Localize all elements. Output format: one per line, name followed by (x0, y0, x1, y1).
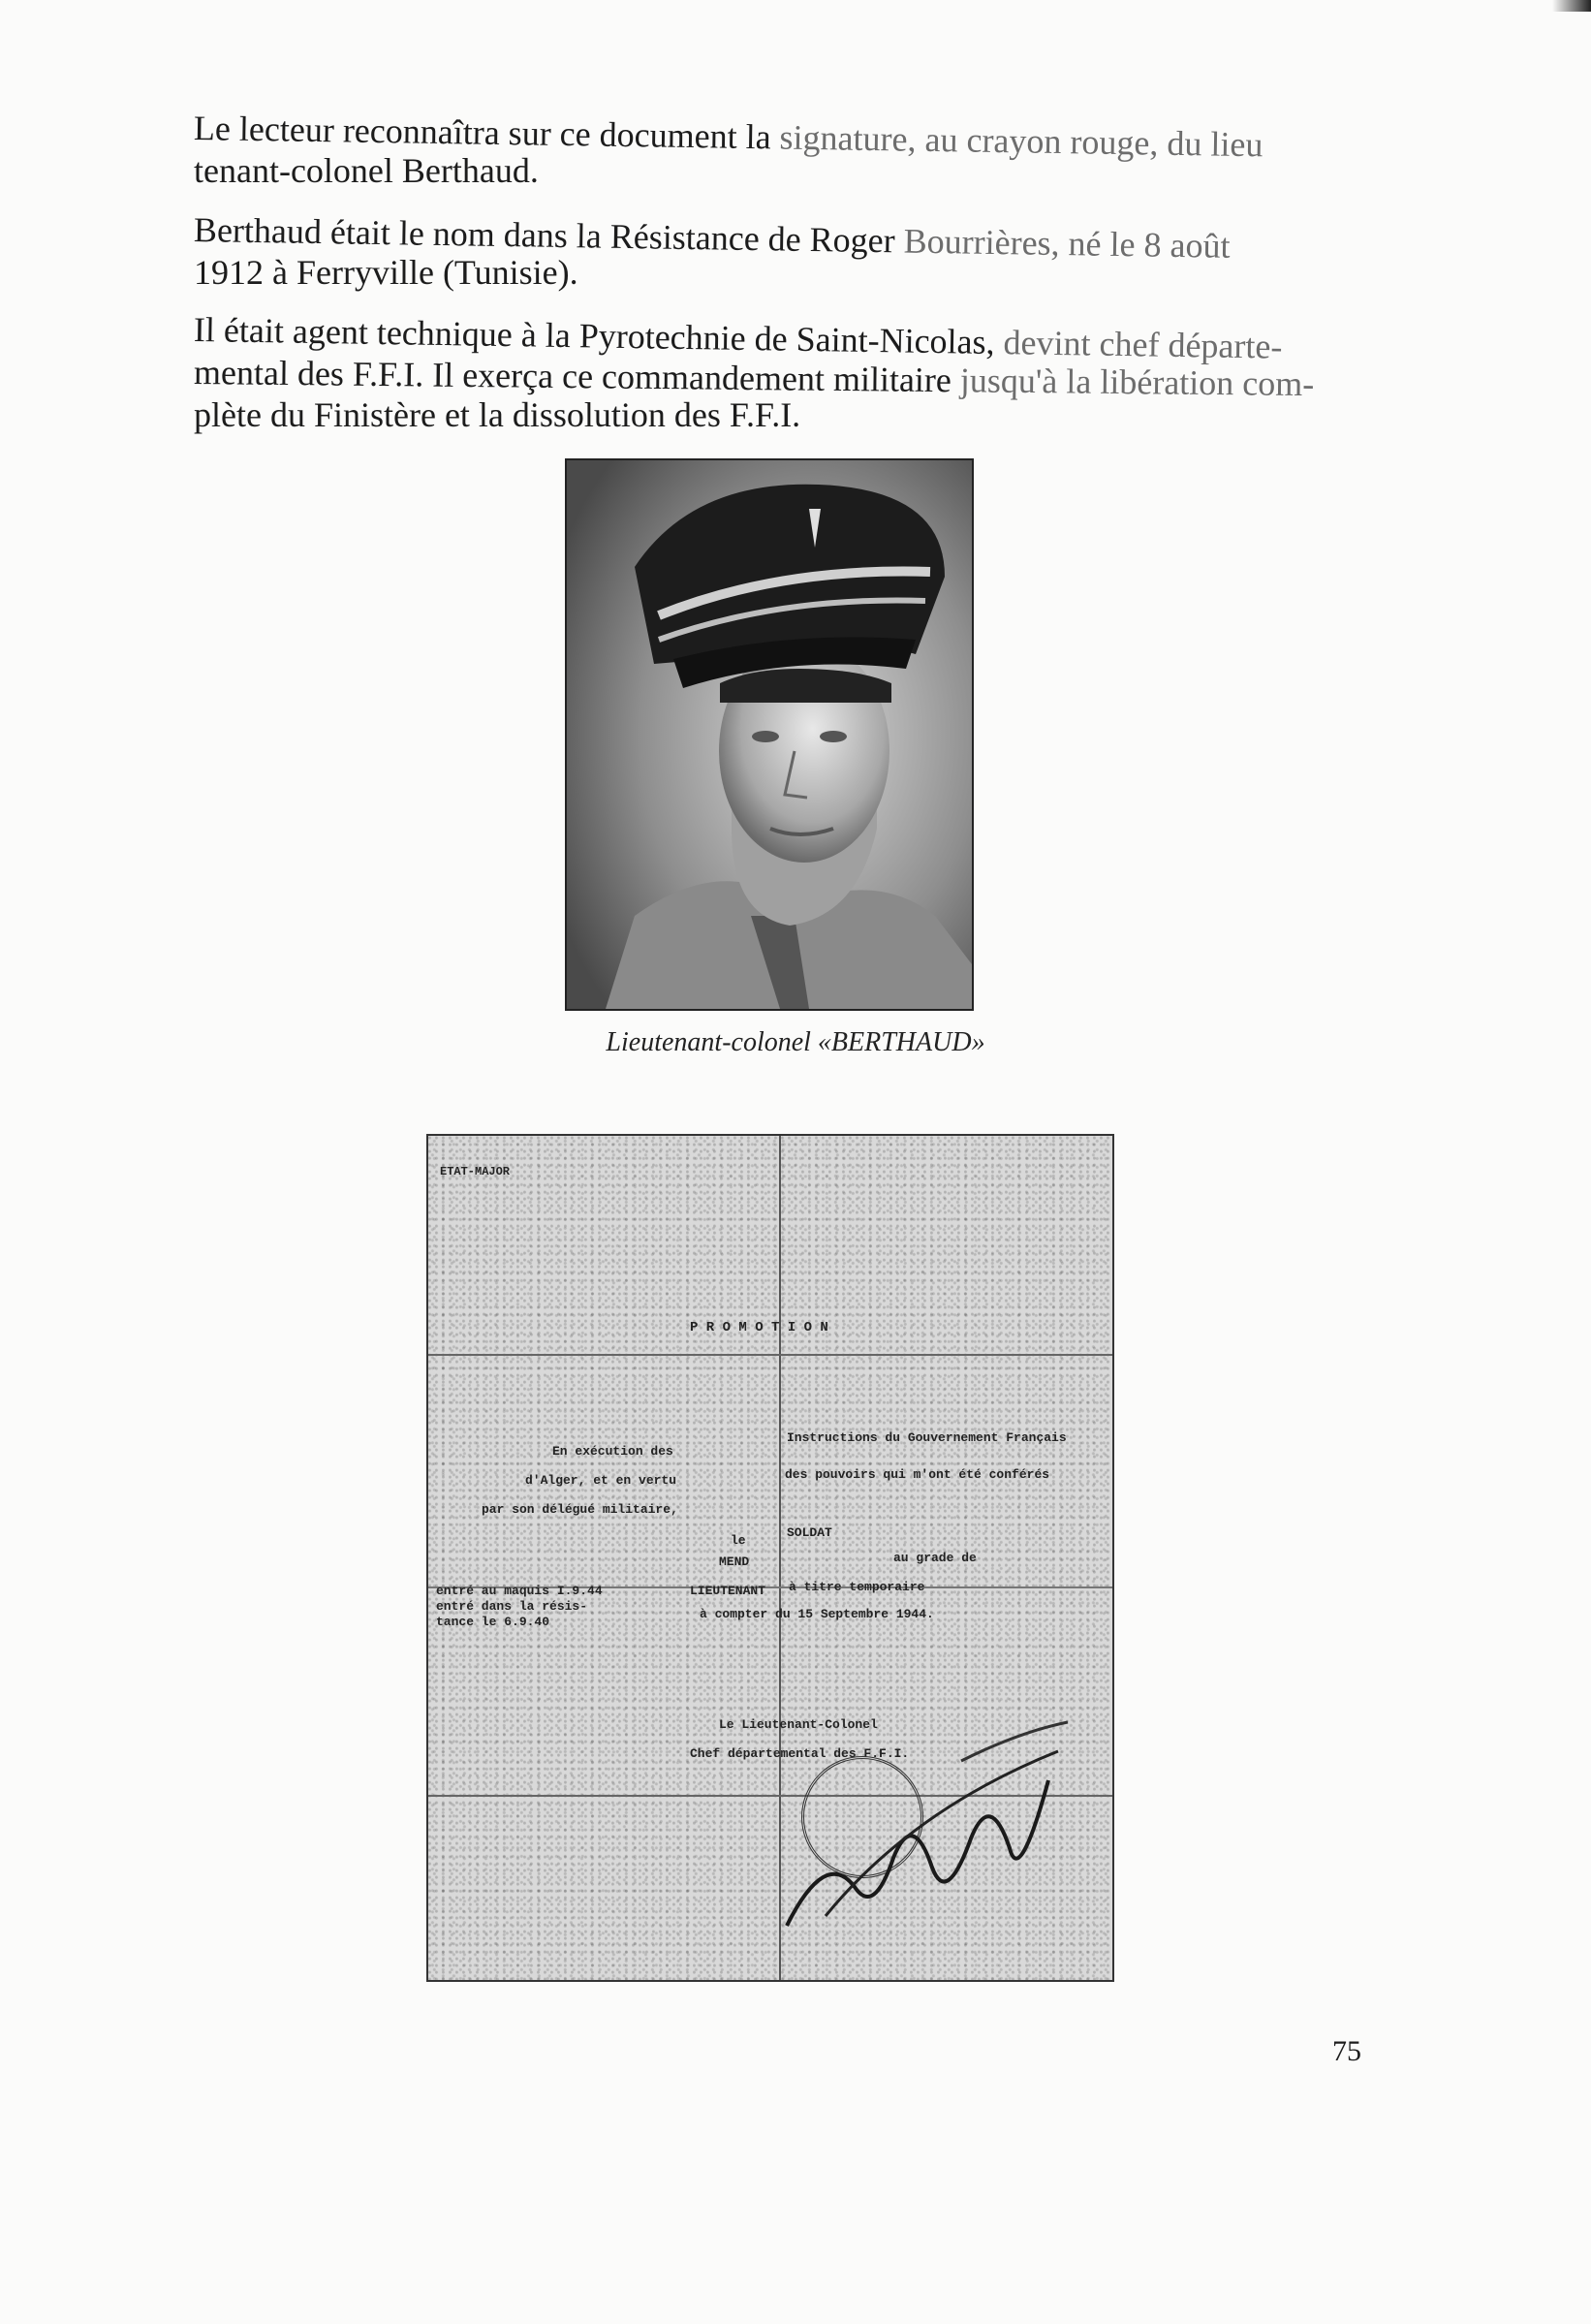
document-line: Chef départemental des F.F.I. (690, 1746, 910, 1761)
document-line: tance le 6.9.40 (436, 1615, 550, 1629)
text-segment: mental des F.F.I. Il exerça ce commandement militaire (193, 353, 961, 400)
paragraph-2 (194, 208, 1337, 294)
document-line: SOLDAT (787, 1525, 832, 1540)
paragraph-1 (194, 107, 1337, 192)
document-line: par son délégué militaire, (482, 1502, 678, 1517)
document-line: à compter du 15 Septembre 1944. (700, 1607, 934, 1621)
paragraph-3 (194, 308, 1337, 436)
paragraph-line: 1912 à Ferryville (Tunisie). (194, 253, 578, 292)
text-segment: Il était agent technique à la Pyrotechnie de Saint-Nicolas, (193, 310, 1004, 362)
document-line: entré au maquis I.9.44 (436, 1584, 603, 1598)
page-number: 75 (1332, 2035, 1361, 2067)
faded-text-segment: devint chef départe- (1003, 323, 1283, 366)
document-line: au grade de (893, 1551, 977, 1565)
document-line: des pouvoirs qui m'ont été conférés (785, 1467, 1050, 1482)
document-line: le (731, 1533, 746, 1548)
document-line: LIEUTENANT (690, 1584, 766, 1598)
page-edge-shadow (1552, 0, 1591, 12)
text-segment: Le lecteur reconnaîtra sur ce document la (193, 109, 780, 157)
promotion-document-scan (426, 1134, 1114, 1982)
portrait-photo (565, 458, 974, 1011)
fold-line (428, 1354, 1112, 1356)
document-line: entré dans la résis- (436, 1599, 588, 1614)
handwritten-signature (767, 1693, 1077, 1955)
paragraph-line: plète du Finistère et la dissolution des F.F.I. (194, 395, 801, 434)
faded-text-segment: signature, au crayon rouge, du lieu (779, 117, 1263, 165)
document-line: Le Lieutenant-Colonel (719, 1717, 878, 1732)
document-title: P R O M O T I O N (690, 1320, 828, 1335)
document-line: d'Alger, et en vertu (525, 1473, 677, 1488)
document-line: Instructions du Gouvernement Français (787, 1430, 1067, 1445)
portrait-illustration (567, 460, 972, 1009)
paragraph-line: tenant-colonel Berthaud. (194, 151, 539, 190)
faded-text-segment: jusqu'à la libération com- (959, 361, 1315, 404)
document-header: ETAT-MAJOR (440, 1165, 511, 1178)
text-segment: Berthaud était le nom dans la Résistance de Roger (193, 210, 905, 261)
photo-caption: Lieutenant-colonel «BERTHAUD» (606, 1027, 985, 1057)
faded-text-segment: Bourrières, né le 8 août (903, 221, 1231, 266)
document-line: à titre temporaire (789, 1580, 925, 1594)
document-line: MEND (719, 1555, 750, 1569)
document-line: En exécution des (552, 1444, 673, 1459)
